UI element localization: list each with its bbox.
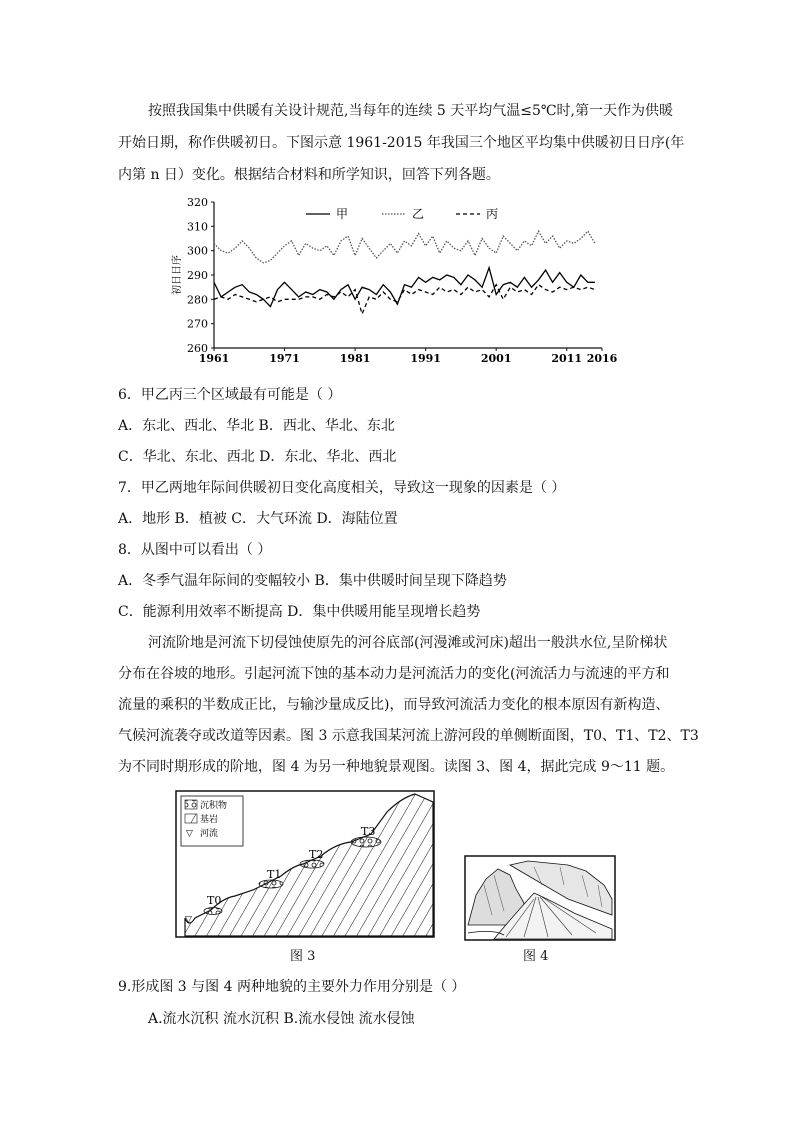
heating-start-chart [166, 192, 636, 364]
sediment-t2 [300, 860, 324, 868]
y-tick-label: 280 [187, 293, 208, 307]
intro1-line-3: 内第 n 日）变化。根据结合材料和所学知识，回答下列各题。 [118, 167, 500, 183]
legend-label-1: 乙 [412, 207, 425, 221]
intro1-line-2: 开始日期，称作供暖初日。下图示意 1961-2015 年我国三个地区平均集中供暖初日日序(年 [118, 135, 685, 151]
terrace-label-t1: T1 [267, 868, 282, 881]
figure-4-caption: 图 4 [523, 949, 549, 964]
question-8-options-cd: C．能源利用效率不断提高 D．集中供暖用能呈现增长趋势 [118, 604, 481, 620]
series-line-2 [214, 285, 595, 314]
question-9-options-ab: A.流水沉积 流水沉积 B.流水侵蚀 流水侵蚀 [148, 1011, 415, 1027]
legend-label-river: 河流 [200, 829, 219, 839]
sediment-t1 [259, 880, 283, 888]
intro2-line-5: 为不同时期形成的阶地，图 4 为另一种地貌景观图。读图 3、图 4，据此完成 9～11 题。 [118, 759, 675, 775]
y-tick-label: 300 [187, 244, 208, 258]
figure-3-caption: 图 3 [290, 949, 316, 964]
x-tick-label: 2001 [480, 352, 512, 364]
y-tick-label: 270 [187, 317, 208, 331]
legend-label-2: 丙 [486, 207, 499, 221]
intro2-line-2: 分布在谷坡的地形。引起河流下蚀的基本动力是河流活力的变化(河流活力与流速的平方和 [118, 666, 670, 682]
series-line-0 [214, 268, 595, 307]
y-tick-label: 310 [187, 220, 208, 234]
question-8-options-ab: A．冬季气温年际间的变幅较小 B．集中供暖时间呈现下降趋势 [118, 573, 507, 589]
figure-3-terrace-section [175, 790, 437, 940]
terrace-label-t2: T2 [309, 848, 324, 861]
intro2-line-3: 流量的乘积的半数成正比，与输沙量成反比)，而导致河流活力变化的根本原因有新构造、 [118, 697, 670, 713]
legend-swatch-river: ▽ [186, 829, 193, 839]
x-tick-label: 1981 [339, 352, 371, 364]
sediment-t3 [351, 837, 381, 847]
question-9: 9.形成图 3 与图 4 两种地貌的主要外力作用分别是（ ） [118, 979, 466, 995]
question-6: 6．甲乙丙三个区域最有可能是（ ） [118, 387, 342, 403]
question-6-options-ab: A．东北、西北、华北 B．西北、华北、东北 [118, 418, 395, 434]
y-axis-label: 初日日序 [172, 255, 183, 295]
intro2-line-4: 气候河流袭夺或改道等因素。图 3 示意我国某河流上游河段的单侧断面图，T0、T1、T2、T3 [118, 728, 699, 744]
intro2-line-1: 河流阶地是河流下切侵蚀使原先的河谷底部(河漫滩或河床)超出一般洪水位,呈阶梯状 [148, 635, 668, 651]
legend-swatch-bedrock [185, 814, 197, 823]
y-tick-label: 290 [187, 269, 208, 282]
terrace-label-t0: T0 [207, 894, 222, 907]
x-tick-label: 2011 [551, 352, 583, 364]
legend-label-0: 甲 [336, 207, 349, 221]
intro1-line-1: 按照我国集中供暖有关设计规范,当每年的连续 5 天平均气温≤5℃时,第一天作为供暖 [148, 103, 674, 119]
question-8: 8．从图中可以看出（ ） [118, 542, 272, 558]
figure-4-landform-sketch [464, 855, 616, 941]
x-tick-label: 2016 [586, 352, 618, 364]
x-tick-label: 1991 [410, 352, 441, 364]
sediment-t0 [204, 908, 222, 915]
series-line-1 [214, 231, 595, 263]
question-6-options-cd: C．华北、东北、西北 D．东北、华北、西北 [118, 449, 397, 465]
x-tick-label: 1971 [269, 352, 300, 364]
legend-label-sediment: 沉积物 [200, 801, 228, 811]
legend-swatch-sediment [185, 800, 197, 809]
x-tick-label: 1961 [198, 352, 230, 364]
terrace-label-t3: T3 [361, 825, 376, 838]
y-tick-label: 320 [187, 196, 208, 209]
river-symbol: ▽ [185, 915, 192, 925]
y-tick-label: 260 [187, 342, 208, 355]
question-7-options: A．地形 B．植被 C．大气环流 D．海陆位置 [118, 511, 398, 527]
legend-label-bedrock: 基岩 [200, 815, 219, 825]
question-7: 7．甲乙两地年际间供暖初日变化高度相关，导致这一现象的因素是（ ） [118, 480, 566, 496]
